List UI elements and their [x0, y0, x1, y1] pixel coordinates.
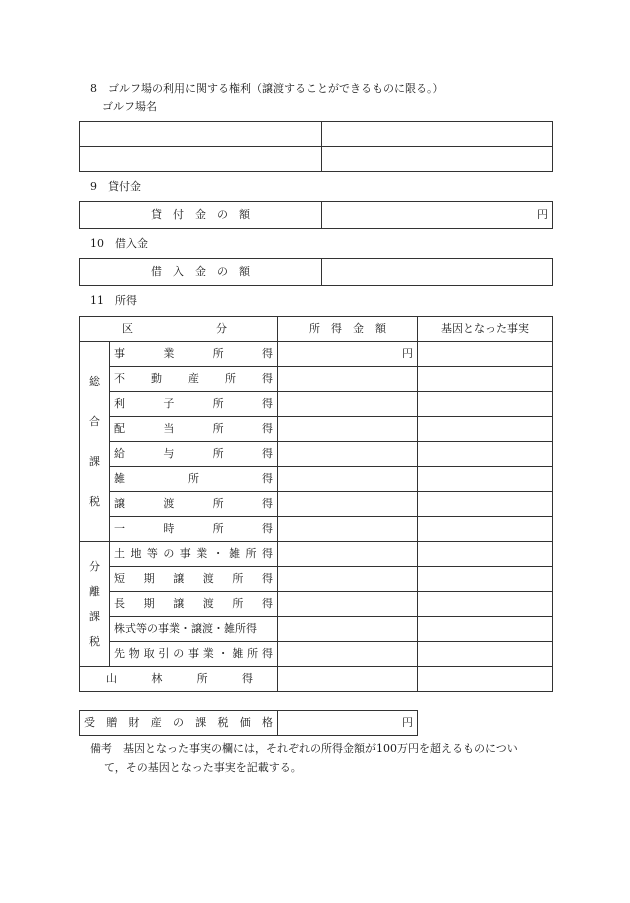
- label-char: の: [173, 716, 184, 729]
- fact-cell[interactable]: [418, 592, 553, 617]
- label-char: 得: [261, 497, 273, 510]
- fact-cell[interactable]: [418, 342, 553, 367]
- label-char: 不: [114, 372, 125, 385]
- label-char: 所: [188, 472, 199, 485]
- label-char: 所: [232, 597, 244, 610]
- sogo-label-char: 合: [89, 414, 100, 428]
- income-type-label: [110, 392, 278, 417]
- borrowing-label: 借 入 金 の 額: [80, 259, 322, 286]
- table-row: [80, 592, 553, 617]
- fact-cell[interactable]: [418, 617, 553, 642]
- income-type-label: [110, 467, 278, 492]
- label-char: 所: [212, 397, 224, 410]
- label-char: 得: [262, 472, 273, 485]
- label-char: 給: [114, 447, 125, 460]
- income-amount-cell[interactable]: [278, 442, 418, 467]
- sogo-label-char: 総: [89, 374, 100, 388]
- remarks-line-1: 備考 基因となった事実の欄には，それぞれの所得金額が100万円を超えるものについ: [90, 742, 518, 755]
- yen-unit: 円: [402, 347, 413, 360]
- label-char: 短: [114, 572, 125, 585]
- income-amount-cell[interactable]: [278, 642, 418, 667]
- income-amount-cell[interactable]: [278, 367, 418, 392]
- loan-receivable-label: 貸 付 金 の 額: [80, 202, 322, 229]
- fact-cell[interactable]: [418, 542, 553, 567]
- label-char: 山: [106, 672, 117, 685]
- income-type-label: [110, 417, 278, 442]
- table-row: [80, 567, 553, 592]
- income-amount-cell[interactable]: [278, 417, 418, 442]
- table-row: [80, 392, 553, 417]
- label-char: 業: [196, 547, 208, 560]
- label-char: 税: [217, 716, 229, 729]
- fact-cell[interactable]: [418, 567, 553, 592]
- label-char: ・: [212, 547, 224, 560]
- label-char: 地: [130, 547, 142, 560]
- label-char: 得: [262, 372, 273, 385]
- borrowing-table: [79, 258, 553, 286]
- income-type-label: [110, 367, 278, 392]
- label-char: 格: [262, 716, 273, 729]
- fact-cell[interactable]: [418, 442, 553, 467]
- bunri-label: [80, 542, 110, 667]
- income-amount-cell[interactable]: [278, 667, 418, 692]
- label-char: 雑: [229, 547, 241, 560]
- label-char: 林: [151, 672, 163, 685]
- remarks-line-2: て，その基因となった事実を記載する。: [104, 761, 302, 774]
- label-char: 得: [261, 422, 273, 435]
- table-row: [80, 467, 553, 492]
- label-char: の: [163, 547, 175, 560]
- bunri-label-char: 分: [89, 559, 100, 573]
- label-char: 受: [84, 716, 95, 729]
- fact-cell[interactable]: [418, 492, 553, 517]
- label-char: 土: [114, 547, 125, 560]
- table-row: [80, 492, 553, 517]
- income-amount-cell[interactable]: [278, 542, 418, 567]
- table-row: [80, 342, 553, 367]
- income-amount-cell[interactable]: [278, 342, 418, 367]
- label-char: 時: [163, 522, 175, 535]
- sanrin-label: [80, 667, 278, 692]
- label-char: 得: [261, 397, 273, 410]
- label-char: 物: [128, 647, 140, 660]
- income-amount-cell[interactable]: [278, 467, 418, 492]
- income-type-label: [110, 492, 278, 517]
- income-type-label: [110, 517, 278, 542]
- table-row: [80, 617, 553, 642]
- label-char: 取: [143, 647, 155, 660]
- table-row: [80, 542, 553, 567]
- label-char: 雑: [114, 472, 125, 485]
- fact-cell[interactable]: [418, 367, 553, 392]
- label-char: 贈: [106, 716, 118, 729]
- label-char: 事: [114, 347, 125, 360]
- label-char: 所: [232, 572, 244, 585]
- fact-header: 基因となった事実: [418, 317, 553, 342]
- income-table: [79, 316, 553, 692]
- label-char: 産: [188, 372, 199, 385]
- label-char: 産: [150, 716, 162, 729]
- fact-cell[interactable]: [418, 517, 553, 542]
- bunri-label-char: 税: [89, 634, 100, 648]
- label-char: 渡: [163, 497, 175, 510]
- table-row: [80, 642, 553, 667]
- income-amount-cell[interactable]: [278, 567, 418, 592]
- table-row: [80, 122, 553, 147]
- income-type-label: [110, 567, 278, 592]
- label-char: 当: [163, 422, 175, 435]
- label-char: 所: [245, 547, 257, 560]
- label-char: 期: [143, 572, 155, 585]
- income-type-label: [110, 342, 278, 367]
- label-char: 課: [195, 716, 207, 729]
- table-row: [80, 711, 418, 736]
- sogo-label: [80, 342, 110, 542]
- fact-cell[interactable]: [418, 642, 553, 667]
- label-char: 事: [179, 547, 191, 560]
- label-char: 等: [146, 547, 158, 560]
- sogo-label-char: 課: [89, 454, 100, 468]
- loan-receivable-table: [79, 201, 553, 229]
- table-row: [80, 202, 553, 229]
- gift-value-table: [79, 710, 418, 736]
- gift-value-label: [80, 711, 278, 736]
- label-char: 業: [163, 347, 175, 360]
- label-char: 得: [261, 647, 273, 660]
- bunri-label-char: 課: [89, 609, 100, 623]
- income-type-label: [110, 642, 278, 667]
- income-amount-cell[interactable]: [278, 392, 418, 417]
- gift-value-amount[interactable]: [278, 711, 418, 736]
- table-row: [80, 367, 553, 392]
- label-char: 得: [261, 447, 273, 460]
- label-char: 事: [187, 647, 199, 660]
- income-amount-cell[interactable]: [278, 517, 418, 542]
- borrowing-amount[interactable]: [322, 259, 553, 286]
- golf-course-table: [79, 121, 553, 172]
- label-char: 渡: [202, 572, 214, 585]
- table-row: [80, 517, 553, 542]
- income-type-label: [110, 442, 278, 467]
- kubun-header-char: 区: [122, 322, 133, 335]
- label-char: ・: [217, 647, 229, 660]
- label-char: 所: [212, 422, 224, 435]
- income-header-row: [80, 317, 553, 342]
- golf-course-name-label: ゴルフ場名: [102, 100, 157, 113]
- income-type-label: [110, 542, 278, 567]
- section-11-heading: 11 所得: [90, 294, 137, 307]
- golf-name-cell[interactable]: [80, 122, 322, 147]
- table-row: [80, 417, 553, 442]
- label-char: 子: [163, 397, 175, 410]
- table-row: [80, 442, 553, 467]
- label-char: 得: [261, 347, 273, 360]
- fact-cell[interactable]: [418, 417, 553, 442]
- fact-cell[interactable]: [418, 392, 553, 417]
- label-char: 与: [163, 447, 175, 460]
- label-char: 所: [212, 522, 224, 535]
- table-row: [80, 667, 553, 692]
- label-char: 得: [261, 522, 273, 535]
- label-char: 譲: [173, 597, 185, 610]
- income-type-label: [110, 592, 278, 617]
- label-char: 財: [128, 716, 140, 729]
- label-char: 引: [158, 647, 170, 660]
- loan-receivable-amount[interactable]: [322, 202, 553, 229]
- yen-unit: 円: [402, 716, 413, 729]
- label-char: 譲: [114, 497, 125, 510]
- label-char: 所: [225, 372, 236, 385]
- label-char: 譲: [173, 572, 185, 585]
- label-char: 所: [247, 647, 259, 660]
- fact-cell[interactable]: [418, 667, 553, 692]
- table-row: [80, 259, 553, 286]
- label-char: 動: [151, 372, 162, 385]
- label-char: 所: [212, 497, 224, 510]
- golf-name-cell[interactable]: [80, 147, 322, 172]
- label-char: 得: [261, 572, 273, 585]
- fact-cell[interactable]: [418, 467, 553, 492]
- label-char: 所: [212, 447, 224, 460]
- label-char: 得: [261, 547, 273, 560]
- sogo-label-char: 税: [89, 494, 100, 508]
- section-10-heading: 10 借入金: [90, 237, 148, 250]
- label-char: 一: [114, 522, 125, 535]
- income-type-label: 株式等の事業・譲渡・雑所得: [110, 617, 278, 642]
- label-char: 渡: [202, 597, 214, 610]
- section-8-heading: 8 ゴルフ場の利用に関する権利（譲渡することができるものに限る。）: [90, 82, 444, 95]
- label-char: 利: [114, 397, 125, 410]
- golf-value-cell[interactable]: [322, 147, 553, 172]
- golf-value-cell[interactable]: [322, 122, 553, 147]
- label-char: 業: [202, 647, 214, 660]
- kubun-header-char: 分: [216, 322, 227, 335]
- label-char: 得: [261, 597, 273, 610]
- bunri-label-char: 離: [89, 584, 100, 598]
- label-char: 得: [241, 672, 253, 685]
- label-char: 雑: [232, 647, 244, 660]
- label-char: 期: [143, 597, 155, 610]
- yen-unit: 円: [537, 208, 548, 221]
- table-row: [80, 147, 553, 172]
- label-char: 長: [114, 597, 125, 610]
- label-char: 所: [212, 347, 224, 360]
- amount-header: 所 得 金 額: [278, 317, 418, 342]
- kubun-header: [80, 317, 278, 342]
- income-amount-cell[interactable]: [278, 492, 418, 517]
- label-char: の: [173, 647, 185, 660]
- label-char: 先: [114, 647, 125, 660]
- label-char: 所: [196, 672, 208, 685]
- section-9-heading: 9 貸付金: [90, 180, 141, 193]
- income-amount-cell[interactable]: [278, 592, 418, 617]
- income-amount-cell[interactable]: [278, 617, 418, 642]
- label-char: 配: [114, 422, 125, 435]
- label-char: 価: [239, 716, 251, 729]
